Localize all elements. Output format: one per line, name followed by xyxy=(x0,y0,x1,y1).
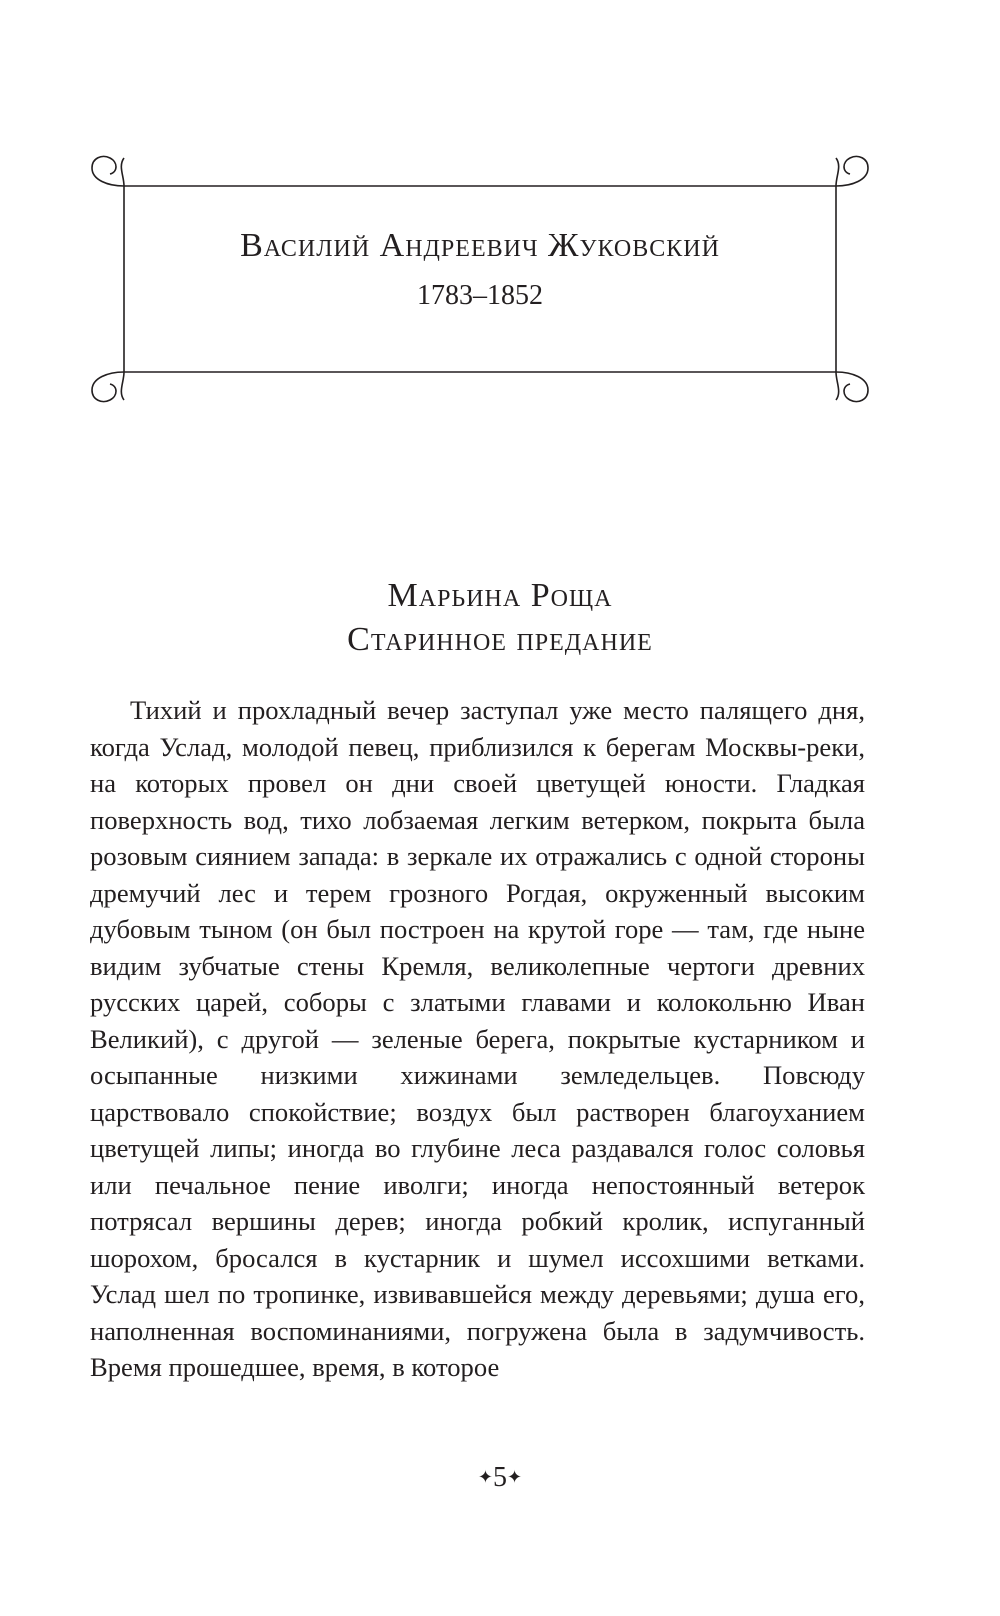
author-name: Василий Андреевич Жуковский xyxy=(240,227,720,264)
ornament-left-icon: ✦ xyxy=(477,1467,493,1487)
author-years: 1783–1852 xyxy=(417,280,543,311)
page-number-block xyxy=(0,1460,1000,1495)
author-frame xyxy=(88,152,872,404)
work-title: Марьина Роща xyxy=(387,577,613,614)
page-number: 5 xyxy=(493,1462,507,1493)
work-subtitle: Старинное предание xyxy=(347,621,653,658)
ornament-right-icon: ✦ xyxy=(507,1467,523,1487)
body-text xyxy=(90,692,865,1386)
work-title-block xyxy=(0,574,1000,662)
ornamental-frame-border xyxy=(88,152,872,404)
paragraph: Тихий и прохладный вечер заступал уже место палящего дня, когда Услад, молодой певец, приблизился к берегам Москвы-реки, на которых провел он дни своей цветущей юности. Гладкая поверхность вод, тихо лобзаемая легким ветерком, покрыта была розовым сиянием запада: в зеркале их отражались с одной стороны дремучий лес и терем грозного Рогдая, окруженный высоким дубовым тыном (он был построен на крутой горе — там, где ныне видим зубчатые стены Кремля, великолепные чертоги древних русских царей, соборы с златыми главами и колокольню Иван Великий), с другой — зеленые берега, покрытые кустарником и осыпанные низкими хижинами земледельцев. Повсюду царствовало спокойствие; воздух был растворен благоуханием цветущей липы; иногда во глубине леса раздавался голос соловья или печальное пение иволги; иногда непостоянный ветерок потрясал вершины дерев; иногда робкий кролик, испуганный шорохом, бросался в кустарник и шумел иссохшими ветками. Услад шел по тропинке, извивавшейся между деревьями; душа его, наполненная воспоминаниями, погружена была в задумчивость. Время прошедшее, время, в которое xyxy=(90,695,865,1382)
